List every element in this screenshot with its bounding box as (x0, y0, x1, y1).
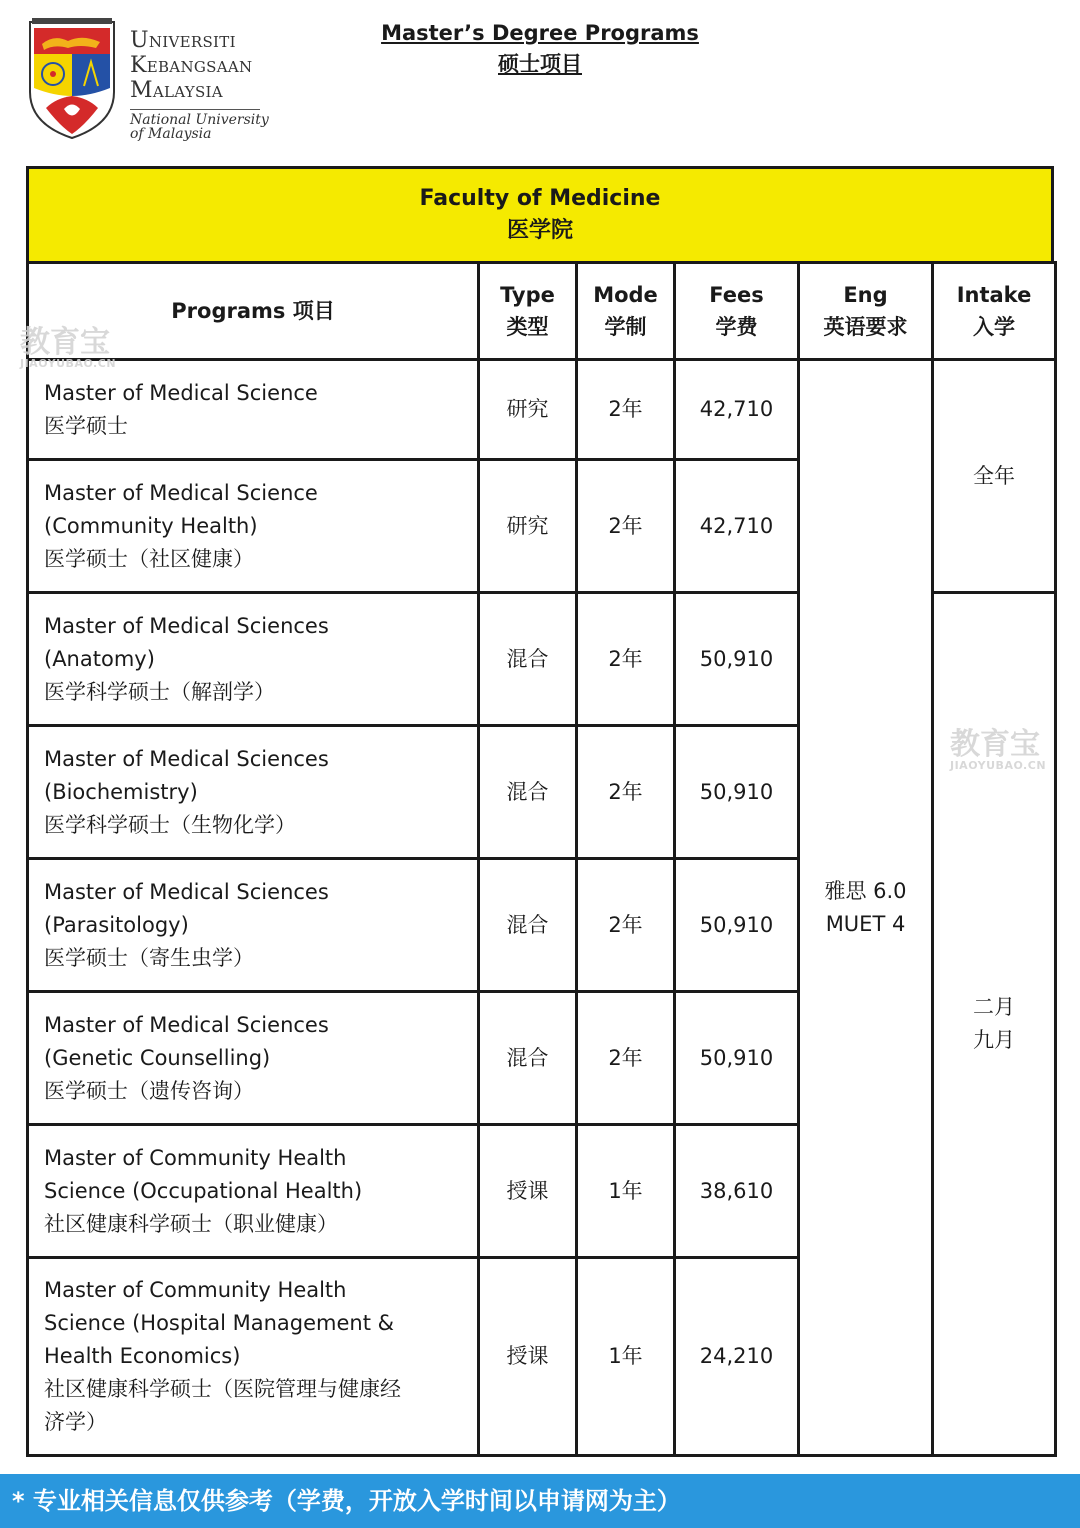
type-cell: 授课 (479, 1125, 577, 1258)
column-header-intake: Intake 入学 (933, 263, 1056, 360)
type-cell: 混合 (479, 859, 577, 992)
programs-grid (26, 261, 1057, 1457)
mode-cell: 2年 (577, 360, 675, 460)
intake-cell: 全年 (933, 360, 1056, 593)
faculty-name-cn: 医学院 (506, 218, 573, 243)
program-cell: Master of Community Health Science (Occupational Health) 社区健康科学硕士（职业健康） (28, 1125, 479, 1258)
university-wordmark (130, 28, 269, 141)
faculty-name-en: Faculty of Medicine (419, 186, 661, 211)
intake-cell: 二月 九月 (933, 593, 1056, 1456)
fees-cell: 42,710 (675, 360, 799, 460)
column-header-mode: Mode 学制 (577, 263, 675, 360)
type-cell: 混合 (479, 593, 577, 726)
fees-cell: 50,910 (675, 726, 799, 859)
mode-cell: 2年 (577, 726, 675, 859)
mode-cell: 1年 (577, 1125, 675, 1258)
type-cell: 授课 (479, 1258, 577, 1456)
logo-divider (130, 109, 260, 110)
program-cell: Master of Medical Sciences (Biochemistry) 医学科学硕士（生物化学） (28, 726, 479, 859)
fees-cell: 50,910 (675, 859, 799, 992)
university-subtitle-line: of Malaysia (130, 126, 212, 142)
watermark: 教育宝 JIAOYUBAO.CN (20, 325, 117, 370)
program-cell: Master of Medical Sciences (Genetic Counselling) 医学硕士（遗传咨询） (28, 992, 479, 1125)
university-subtitle-line: National University (130, 112, 269, 128)
column-header-eng: Eng 英语要求 (799, 263, 933, 360)
page-title-cn: 硕士项目 (498, 52, 582, 76)
fees-cell: 50,910 (675, 992, 799, 1125)
program-cell: Master of Community Health Science (Hospital Management & Health Economics) 社区健康科学硕士（医院管理与健康经 济学） (28, 1258, 479, 1456)
university-crest-icon (24, 14, 120, 142)
program-cell: Master of Medical Science 医学硕士 (28, 360, 479, 460)
program-cell: Master of Medical Science (Community Health) 医学硕士（社区健康） (28, 460, 479, 593)
column-header-type: Type 类型 (479, 263, 577, 360)
table-row (28, 360, 1056, 460)
university-name-line: Kebangsaan (130, 53, 253, 78)
mode-cell: 1年 (577, 1258, 675, 1456)
fees-cell: 50,910 (675, 593, 799, 726)
type-cell: 混合 (479, 726, 577, 859)
footer-note: * 专业相关信息仅供参考（学费，开放入学时间以申请网为主） (0, 1474, 1080, 1528)
type-cell: 研究 (479, 360, 577, 460)
mode-cell: 2年 (577, 460, 675, 593)
type-cell: 混合 (479, 992, 577, 1125)
university-logo (24, 14, 274, 144)
fees-cell: 38,610 (675, 1125, 799, 1258)
faculty-header (26, 166, 1054, 264)
program-cell: Master of Medical Sciences (Anatomy) 医学科学硕士（解剖学） (28, 593, 479, 726)
table-header-row (28, 263, 1056, 360)
mode-cell: 2年 (577, 859, 675, 992)
programs-table (26, 166, 1054, 1457)
column-header-programs: Programs 项目 (28, 263, 479, 360)
mode-cell: 2年 (577, 593, 675, 726)
university-name-line: Malaysia (130, 78, 223, 103)
program-cell: Master of Medical Sciences (Parasitology) 医学硕士（寄生虫学） (28, 859, 479, 992)
university-name-line: Universiti (130, 28, 236, 53)
fees-cell: 24,210 (675, 1258, 799, 1456)
page-title-en: Master’s Degree Programs (381, 21, 699, 45)
mode-cell: 2年 (577, 992, 675, 1125)
eng-requirement-cell: 雅思 6.0 MUET 4 (799, 360, 933, 1456)
page-title (330, 18, 750, 80)
type-cell: 研究 (479, 460, 577, 593)
fees-cell: 42,710 (675, 460, 799, 593)
watermark: 教育宝 JIAOYUBAO.CN (950, 727, 1047, 772)
column-header-fees: Fees 学费 (675, 263, 799, 360)
